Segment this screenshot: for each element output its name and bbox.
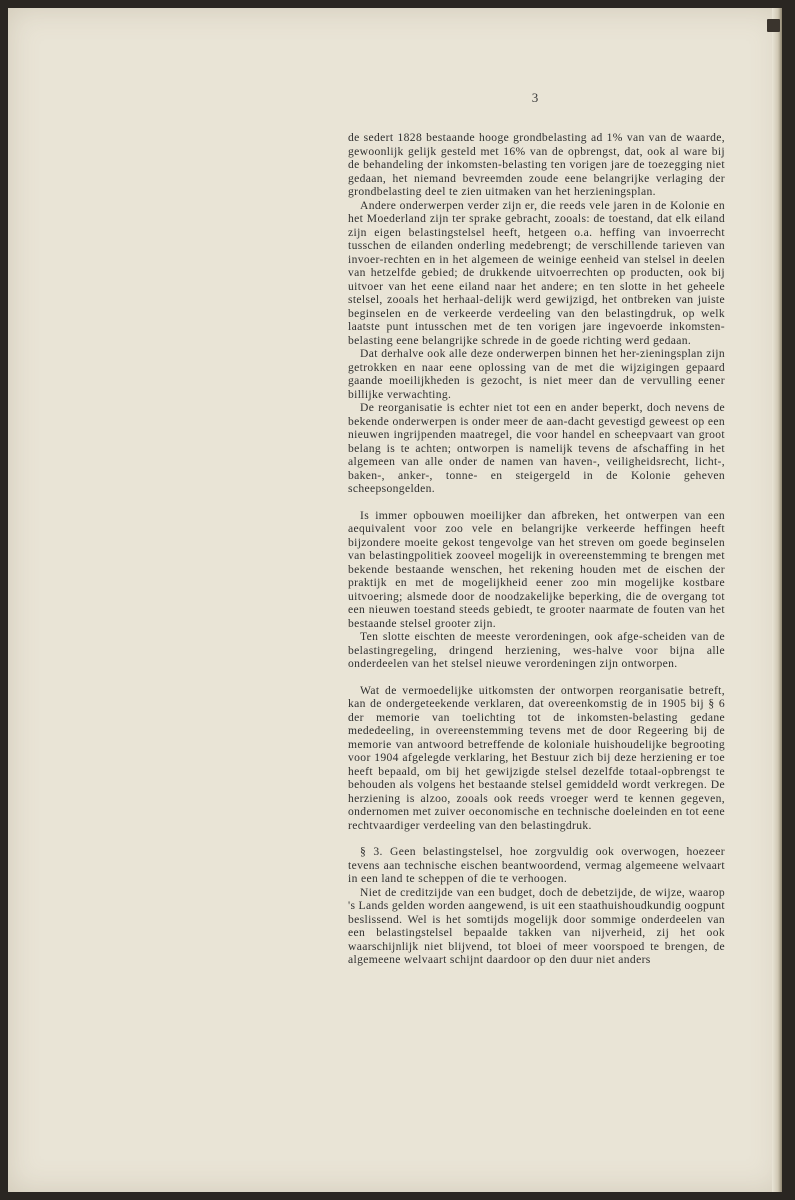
corner-mark [767, 19, 780, 32]
page-binding-edge [772, 8, 782, 1192]
body-text [348, 131, 725, 967]
paragraph-2: Andere onderwerpen verder zijn er, die reeds vele jaren in de Kolonie en het Moederland zijn ter sprake gebracht, zooals: de toestand, dat elk eiland zijn eigen belastingstelsel heeft, hetgeen o.a. heffing van invoerrecht tusschen de eilanden onderling medebrengt; de verschillende tarieven van invoer-rechten en in het algemeen de weinige eenheid van stelsel in deelen van hetzelfde gebied; de drukkende uitvoerrechten op producten, ook bij uitvoer van het eene eiland naar het andere; en ten slotte in het geheele stelsel, zooals het herhaal-delijk werd gewijzigd, het ontbreken van juiste beginselen en de verkeerde verdeeling van den belastingdruk, op welk laatste punt intusschen met de ten vorigen jare ingevoerde inkomsten-belasting eene belangrijke schrede in de goede richting werd gedaan. [348, 198, 725, 347]
paragraph-7: Wat de vermoedelijke uitkomsten der ontworpen reorganisatie betreft, kan de ondergeteekende verklaren, dat overeenkomstig de in 1905 bij § 6 der memorie van toelichting tot de inkomsten-belasting gedane mededeeling, in overeenstemming tevens met de door Regeering bij de memorie van antwoord betreffende de koloniale huishoudelijke begrooting voor 1904 afgelegde verklaring, het Bestuur zich bij deze herziening er toe heeft bepaald, om bij het gewijzigde stelsel dezelfde totaal-opbrengst te behouden als volgens het bestaande stelsel gemiddeld wordt verkregen. De herziening is alzoo, zooals ook reeds vroeger werd te kennen gegeven, ondernomen met zuiver oeconomische en technische doeleinden en tot eene rechtvaardiger verdeeling van den belastingdruk. [348, 683, 725, 832]
paragraph-5: Is immer opbouwen moeilijker dan afbreken, het ontwerpen van een aequivalent voor zoo vele en belangrijke verkeerde heffingen heeft bijzondere moeite gekost tengevolge van het streven om goede beginselen van belastingpolitiek zooveel mogelijk in overeenstemming te brengen met bekende bestaande wenschen, het rekening houden met de eischen der praktijk en met de mogelijkheid eener zoo min mogelijke kostbare uitvoering; alsmede door de noodzakelijke beperking, die de overgang tot een nieuwen toestand steeds gebiedt, te grooter naarmate de fouten van het bestaande stelsel grooter zijn. [348, 508, 725, 630]
paragraph-1: de sedert 1828 bestaande hooge grondbelasting ad 1% van van de waarde, gewoonlijk gelijk gesteld met 16% van de opbrengst, dat, ook al ware bij de behandeling der inkomsten-belasting ten vorigen jare de toezegging niet gedaan, het niemand bevreemden zoude eene belangrijke verlaging der grondbelasting deel te zien uitmaken van het herzieningsplan. [348, 131, 725, 198]
page-number: 3 [531, 90, 539, 105]
paragraph-4: De reorganisatie is echter niet tot een en ander beperkt, doch nevens de bekende onderwerpen is onder meer de aan-dacht gevestigd geweest op een nieuwen ingrijpenden maatregel, die voor handel en scheepvaart van groot belang is te achten; ontworpen is namelijk tevens de afschaffing in het algemeen van alle onder de namen van haven-, veiligheidsrecht, licht-, baken-, anker-, tonne- en steigergeld in de Kolonie geheven scheepsongelden. [348, 401, 725, 495]
paragraph-3: Dat derhalve ook alle deze onderwerpen binnen het her-zieningsplan zijn getrokken en naar eene oplossing van de met die wijzigingen gepaard gaande moeilijkheden is gezocht, is niet meer dan de vervulling eener billijke verwachting. [348, 347, 725, 401]
section-3-paragraph: § 3. Geen belastingstelsel, hoe zorgvuldig ook overwogen, hoezeer tevens aan technische eischen beantwoordend, vermag algemeene welvaart in een land te scheppen of die te verhoogen. [348, 845, 725, 885]
paragraph-9: Niet de creditzijde van een budget, doch de debetzijde, de wijze, waarop 's Lands gelden worden aangewend, is uit een staathuishoudkundig oogpunt beslissend. Wel is het somtijds mogelijk door sommige onderdeelen van een belastingstelsel bepaalde takken van nijverheid, zij het ook waarschijnlijk niet blijvend, tot bloei of meer voorspoed te brengen, de algemeene welvaart schijnt daardoor op den duur niet anders [348, 885, 725, 966]
paragraph-6: Ten slotte eischten de meeste verordeningen, ook afge-scheiden van de belastingregeling, dringend herziening, wes-halve voor bijna alle onderdeelen van het stelsel nieuwe verordeningen zijn ontworpen. [348, 630, 725, 670]
